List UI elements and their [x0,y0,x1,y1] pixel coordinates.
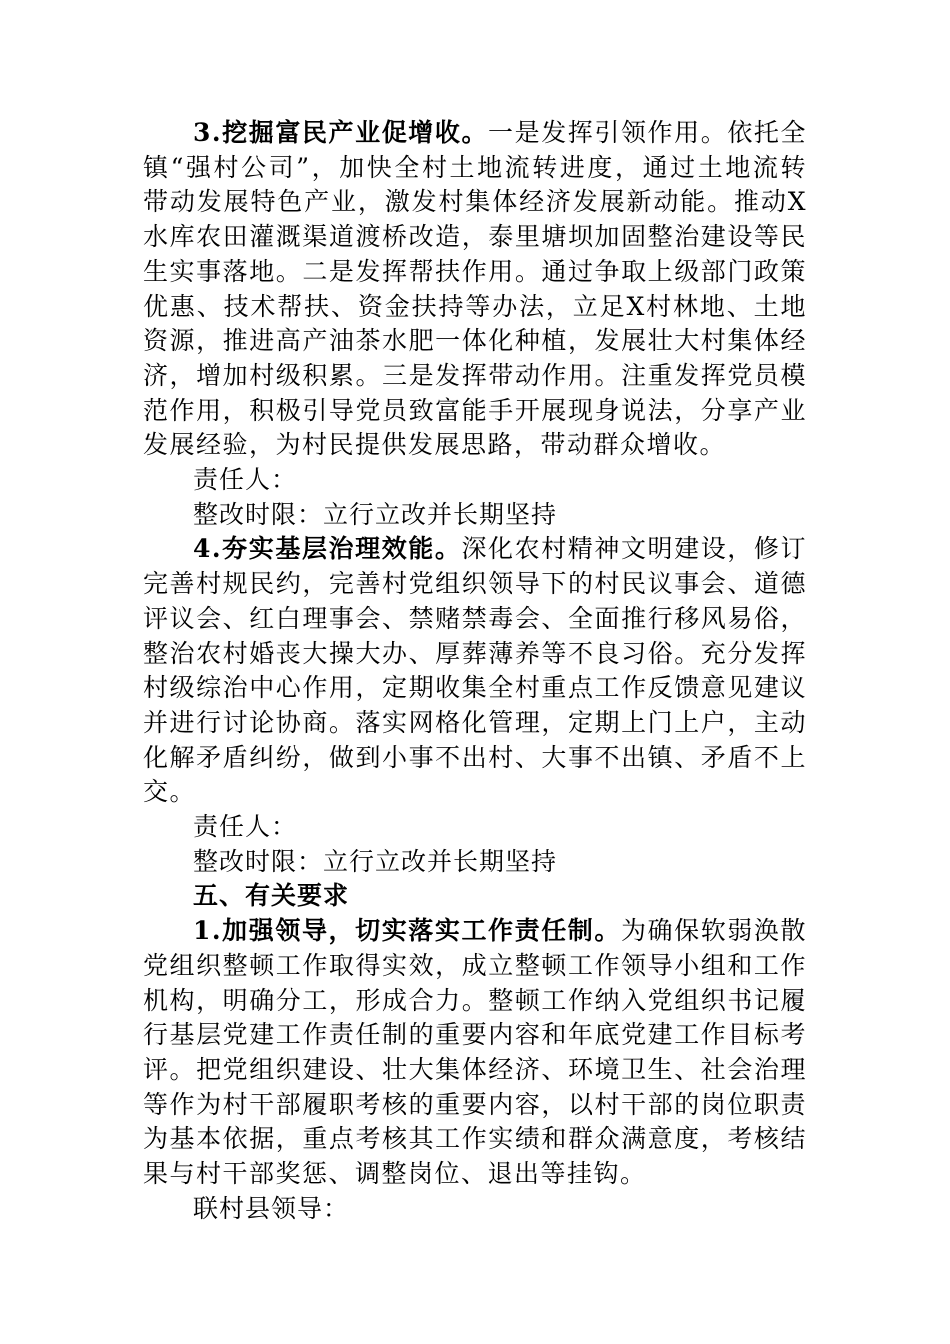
county-leader: 联村县领导： [193,1193,350,1223]
paragraph-3-body: 一是发挥引领作用。依托全镇“强村公司”，加快全村土地流转进度，通过土地流转带动发展特色产业，激发村集体经济发展新动能。推动X水库农田灌溉渠道渡桥改造，泰里塘坝加固整治建设等民生实事落地。二是发挥帮扶作用。通过争取上级部门政策优惠、技术帮扶、资金扶持等办法，立足X村林地、土地资源，推进高产油茶水肥一体化种植，发展壮大村集体经济，增加村级积累。三是发挥带动作用。注重发挥党员模范作用，积极引导党员致富能手开展现身说法，分享产业发展经验，为村民提供发展思路，带动群众增收。 [143,118,807,460]
paragraph-4-body: 深化农村精神文明建设，修订完善村规民约，完善村党组织领导下的村民议事会、道德评议会、红白理事会、禁赌禁毒会、全面推行移风易俗，整治农村婚丧大操大办、厚葬薄养等不良习俗。充分发挥村级综治中心作用，定期收集全村重点工作反馈意见建议并进行讨论协商。落实网格化管理，定期上门上户，主动化解矛盾纠纷，做到小事不出村、大事不出镇、矛盾不上交。 [143,534,807,807]
section-heading: 五、有关要求 [193,881,350,911]
deadline-4: 整改时限：立行立改并长期坚持 [193,846,558,876]
requirement-paragraph [143,914,807,1192]
paragraph-4 [143,532,807,810]
requirement-body: 为确保软弱涣散党组织整顿工作取得实效，成立整顿工作领导小组和工作机构，明确分工，形成合力。整顿工作纳入党组织书记履行基层党建工作责任制的重要内容和年底党建工作目标考评。把党组织建设、壮大集体经济、环境卫生、社会治理等作为村干部履职考核的重要内容，以村干部的岗位职责为基本依据，重点考核其工作实绩和群众满意度，考核结果与村干部奖惩、调整岗位、退出等挂钩。 [143,916,807,1189]
responsible-person-4: 责任人： [193,812,298,842]
document-page [143,116,807,1227]
paragraph-3 [143,116,807,463]
paragraph-3-lead: 3.挖掘富民产业促增收。 [193,118,489,147]
responsible-person-3: 责任人： [193,465,298,495]
requirement-lead: 1.加强领导，切实落实工作责任制。 [193,916,621,946]
deadline-3: 整改时限：立行立改并长期坚持 [193,499,558,529]
paragraph-4-lead: 4.夯实基层治理效能。 [193,534,462,564]
